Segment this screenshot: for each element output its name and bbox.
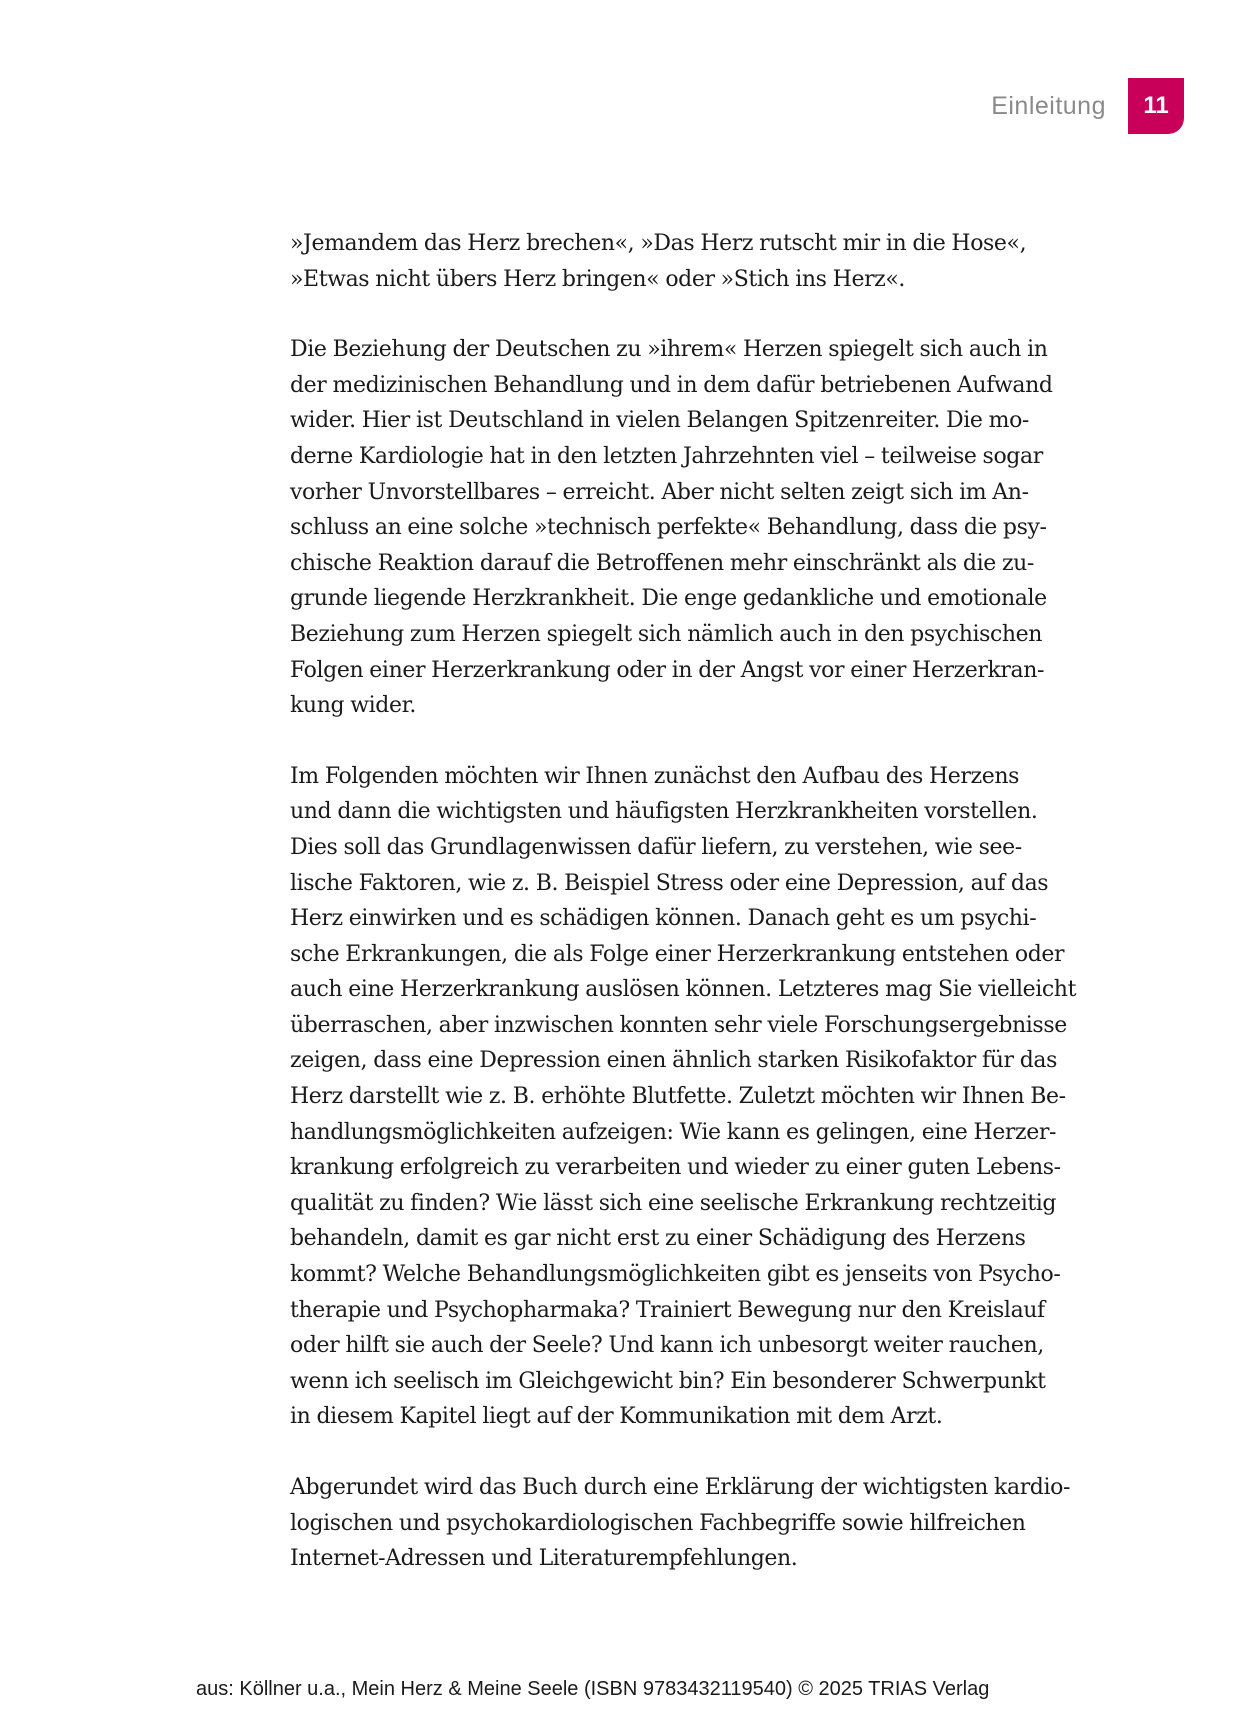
- section-title: Einleitung: [991, 91, 1106, 120]
- body-text: [290, 226, 1110, 1612]
- page-header: [991, 78, 1184, 134]
- paragraph-overview: Im Folgenden möchten wir Ihnen zunächst den Aufbau des Herzens und dann die wichtigsten und häufigsten Herzkrankheiten vorstellen. Dies soll das Grundlagenwissen dafür liefern, zu verstehen, wie see- lische Faktoren, wie z. B. Beispiel Stress oder eine Depression, auf das Herz einwirken und es schädigen können. Danach geht es um psychi- sche Erkrankungen, die als Folge einer Herzerkrankung entstehen oder auch eine Herzerkrankung auslösen können. Letzteres mag Sie vielleicht überraschen, aber inzwischen konnten sehr viele Forschungsergebnisse zeigen, dass eine Depression einen ähnlich starken Risikofaktor für das Herz darstellt wie z. B. erhöhte Blutfette. Zuletzt möchten wir Ihnen Be- handlungsmöglichkeiten aufzeigen: Wie kann es gelingen, eine Herzer- krankung erfolgreich zu verarbeiten und wieder zu einer guten Lebens- qualität zu finden? Wie lässt sich eine seelische Erkrankung rechtzeitig behandeln, damit es gar nicht erst zu einer Schädigung des Herzens kommt? Welche Behandlungsmöglichkeiten gibt es jenseits von Psycho- therapie und Psychopharmaka? Trainiert Bewegung nur den Kreislauf oder hilft sie auch der Seele? Und kann ich unbesorgt weiter rauchen, wenn ich seelisch im Gleichgewicht bin? Ein besonderer Schwerpunkt in diesem Kapitel liegt auf der Kommunikation mit dem Arzt.: [290, 763, 1077, 1430]
- paragraph-intro-idioms: »Jemandem das Herz brechen«, »Das Herz rutscht mir in die Hose«, »Etwas nicht übers Herz bringen« oder »Stich ins Herz«.: [290, 231, 1027, 292]
- paragraph-relationship: Die Beziehung der Deutschen zu »ihrem« Herzen spiegelt sich auch in der medizinischen Behandlung und in dem dafür betriebenen Aufwand wider. Hier ist Deutschland in vielen Belangen Spitzenreiter. Die mo- derne Kardiologie hat in den letzten Jahrzehnten viel – teilweise sogar vorher Unvorstellbares – erreicht. Aber nicht selten zeigt sich im An- schluss an eine solche »technisch perfekte« Behandlung, dass die psy- chische Reaktion darauf die Betroffenen mehr einschränkt als die zu- grunde liegende Herzkrankheit. Die enge gedankliche und emotionale Beziehung zum Herzen spiegelt sich nämlich auch in den psychischen Folgen einer Herzerkrankung oder in der Angst vor einer Herzerkran- kung wider.: [290, 337, 1053, 719]
- footer-citation: aus: Köllner u.a., Mein Herz & Meine Seele (ISBN 9783432119540) © 2025 TRIAS Verlag: [196, 1678, 990, 1700]
- page-number-badge: 11: [1128, 78, 1184, 134]
- paragraph-closing: Abgerundet wird das Buch durch eine Erklärung der wichtigsten kardio- logischen und psychokardiologischen Fachbegriffe sowie hilfreichen Internet-Adressen und Literaturempfehlungen.: [290, 1475, 1071, 1572]
